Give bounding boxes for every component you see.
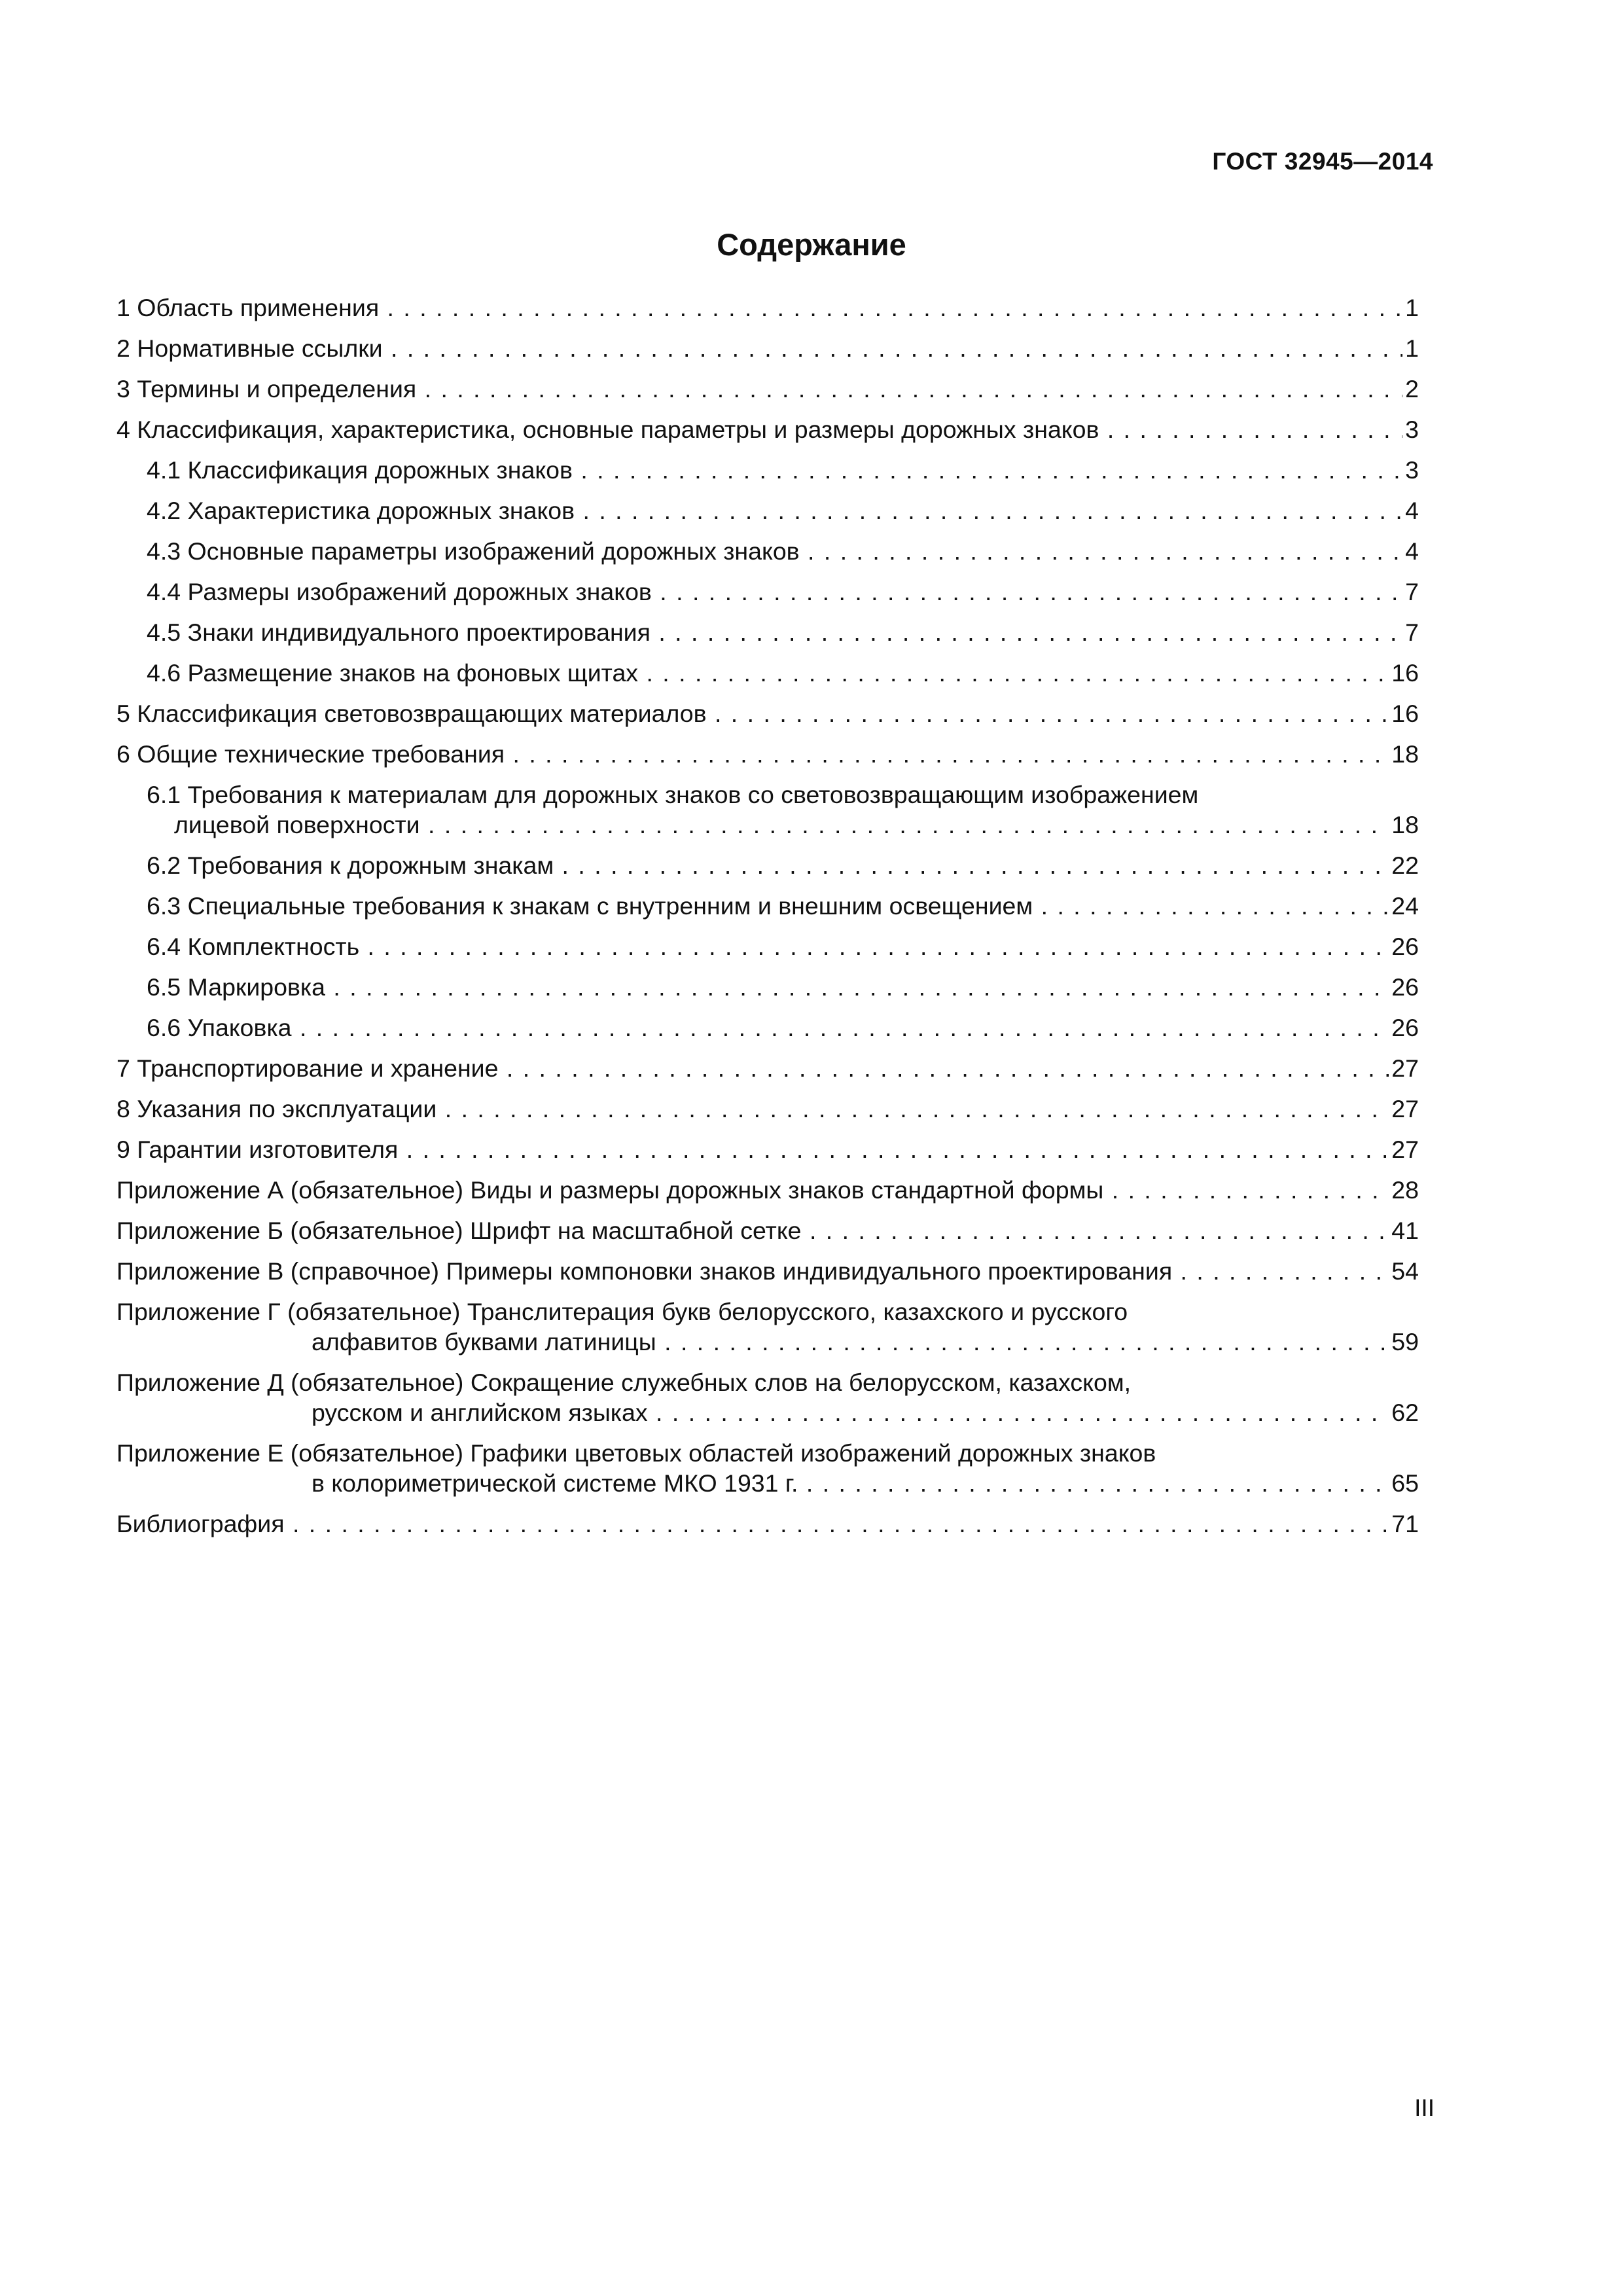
toc-entry-title: 4.4 Размеры изображений дорожных знаков . . . <box>147 577 1402 607</box>
toc-entry-page: 7 <box>1405 619 1419 646</box>
toc-entry-page: 41 <box>1391 1217 1419 1244</box>
toc-entry-title: Приложение Д (обязательное) Сокращение служебных слов на белорусском, казахском, <box>116 1369 1132 1396</box>
toc-entry-2[interactable] <box>116 333 1419 363</box>
toc-entry-4-1[interactable] <box>116 455 1419 485</box>
toc-entry-page: 24 <box>1391 892 1419 920</box>
toc-entry-page: 59 <box>1391 1328 1419 1355</box>
toc-entry-6-4[interactable] <box>116 931 1419 961</box>
toc-entry-page: 71 <box>1391 1510 1419 1537</box>
toc-entry-page: 27 <box>1391 1054 1419 1082</box>
toc-entry-page: 65 <box>1391 1469 1419 1497</box>
toc-entry-title: 6 Общие технические требования . . . <box>116 739 1389 769</box>
toc-entry-title: 4.5 Знаки индивидуального проектирования . . . <box>147 617 1402 647</box>
toc-entry-title: 3 Термины и определения . . . <box>116 374 1402 404</box>
toc-entry-page: 54 <box>1391 1257 1419 1285</box>
toc-entry-title: Приложение Б (обязательное) Шрифт на масштабной сетке . . . <box>116 1215 1389 1246</box>
toc-entry-title: 9 Гарантии изготовителя . . . <box>116 1134 1389 1164</box>
toc-entry-page: 4 <box>1405 537 1419 565</box>
toc-entry-title: 7 Транспортирование и хранение . . . <box>116 1053 1389 1083</box>
toc-entry-title: 4.3 Основные параметры изображений дорожных знаков . . . <box>147 536 1402 566</box>
toc-title: Содержание <box>717 227 906 262</box>
toc-entry-4-4[interactable] <box>116 577 1419 607</box>
toc-entry-8[interactable] <box>116 1094 1419 1124</box>
toc-entry-title: 8 Указания по эксплуатации . . . <box>116 1094 1389 1124</box>
toc-entry-page: 4 <box>1405 497 1419 524</box>
toc-entry-title: Приложение Г (обязательное) Транслитерация букв белорусского, казахского и русского <box>116 1298 1128 1325</box>
table-of-contents <box>116 293 1419 1549</box>
toc-entry-title: 4.1 Классификация дорожных знаков . . . <box>147 455 1402 485</box>
toc-entry-page: 27 <box>1391 1136 1419 1163</box>
toc-entry-title: 2 Нормативные ссылки . . . <box>116 333 1402 363</box>
page-number: III <box>1414 2094 1435 2121</box>
toc-entry-title-continuation: алфавитов буквами латиницы . . . <box>116 1327 1389 1357</box>
toc-entry-title: 5 Классификация световозвращающих материалов . . . <box>116 698 1389 728</box>
toc-entry-title: 6.3 Специальные требования к знакам с внутренним и внешним освещением . . . <box>147 891 1389 921</box>
toc-entry-page: 16 <box>1391 659 1419 687</box>
toc-entry-page: 1 <box>1405 334 1419 362</box>
toc-entry-title: 6.5 Маркировка . . . <box>147 972 1389 1002</box>
toc-entry-page: 26 <box>1391 1014 1419 1041</box>
document-code: ГОСТ 32945—2014 <box>1212 148 1433 175</box>
toc-entry-4-5[interactable] <box>116 617 1419 647</box>
toc-entry-title: 1 Область применения . . . <box>116 293 1402 323</box>
toc-entry-appendix-b[interactable] <box>116 1215 1419 1246</box>
toc-entry-title: Приложение А (обязательное) Виды и размеры дорожных знаков стандартной формы . . . <box>116 1175 1389 1205</box>
toc-entry-title: Приложение В (справочное) Примеры компоновки знаков индивидуального проектирования . . . <box>116 1256 1389 1286</box>
toc-entry-title: 6.4 Комплектность . . . <box>147 931 1389 961</box>
toc-entry-3[interactable] <box>116 374 1419 404</box>
toc-entry-page: 18 <box>1391 740 1419 768</box>
toc-entry-title: 6.2 Требования к дорожным знакам . . . <box>147 850 1389 880</box>
toc-entry-page: 18 <box>1391 811 1419 838</box>
toc-entry-title: Библиография . . . <box>116 1509 1389 1539</box>
toc-entry-6-6[interactable] <box>116 1013 1419 1043</box>
toc-entry-page: 22 <box>1391 852 1419 879</box>
toc-entry-page: 26 <box>1391 933 1419 960</box>
toc-entry-page: 1 <box>1405 294 1419 321</box>
toc-entry-4-3[interactable] <box>116 536 1419 566</box>
toc-entry-appendix-a[interactable] <box>116 1175 1419 1205</box>
toc-entry-appendix-d[interactable] <box>116 1367 1419 1427</box>
toc-entry-title: 6.1 Требования к материалам для дорожных знаков со световозвращающим изображением <box>147 781 1199 808</box>
toc-entry-title: 4.2 Характеристика дорожных знаков . . . <box>147 495 1402 526</box>
toc-entry-9[interactable] <box>116 1134 1419 1164</box>
toc-entry-appendix-g[interactable] <box>116 1297 1419 1357</box>
toc-entry-page: 7 <box>1405 578 1419 605</box>
toc-entry-bibliography[interactable] <box>116 1509 1419 1539</box>
toc-entry-title: Приложение Е (обязательное) Графики цветовых областей изображений дорожных знаков <box>116 1439 1156 1467</box>
toc-entry-page: 16 <box>1391 700 1419 727</box>
toc-entry-6-3[interactable] <box>116 891 1419 921</box>
toc-entry-page: 62 <box>1391 1399 1419 1426</box>
toc-entry-title: 6.6 Упаковка . . . <box>147 1013 1389 1043</box>
toc-entry-6-2[interactable] <box>116 850 1419 880</box>
toc-entry-title-continuation: в колориметрической системе МКО 1931 г. . . . <box>116 1468 1389 1498</box>
toc-entry-6-1[interactable] <box>116 780 1419 840</box>
toc-entry-5[interactable] <box>116 698 1419 728</box>
toc-entry-page: 28 <box>1391 1176 1419 1204</box>
toc-entry-page: 26 <box>1391 973 1419 1001</box>
toc-entry-page: 27 <box>1391 1095 1419 1122</box>
toc-entry-title: 4.6 Размещение знаков на фоновых щитах . . . <box>147 658 1389 688</box>
toc-entry-appendix-e[interactable] <box>116 1438 1419 1498</box>
toc-entry-appendix-v[interactable] <box>116 1256 1419 1286</box>
toc-entry-4-6[interactable] <box>116 658 1419 688</box>
toc-entry-title: 4 Классификация, характеристика, основные параметры и размеры дорожных знаков . . . <box>116 414 1402 444</box>
toc-entry-4-2[interactable] <box>116 495 1419 526</box>
toc-entry-title-continuation: русском и английском языках . . . <box>116 1397 1389 1427</box>
toc-entry-6[interactable] <box>116 739 1419 769</box>
toc-entry-1[interactable] <box>116 293 1419 323</box>
toc-entry-page: 3 <box>1405 456 1419 484</box>
toc-entry-4[interactable] <box>116 414 1419 444</box>
toc-entry-page: 3 <box>1405 416 1419 443</box>
toc-entry-page: 2 <box>1405 375 1419 403</box>
toc-entry-7[interactable] <box>116 1053 1419 1083</box>
toc-entry-6-5[interactable] <box>116 972 1419 1002</box>
toc-entry-title-continuation: лицевой поверхности . . . <box>147 810 1389 840</box>
